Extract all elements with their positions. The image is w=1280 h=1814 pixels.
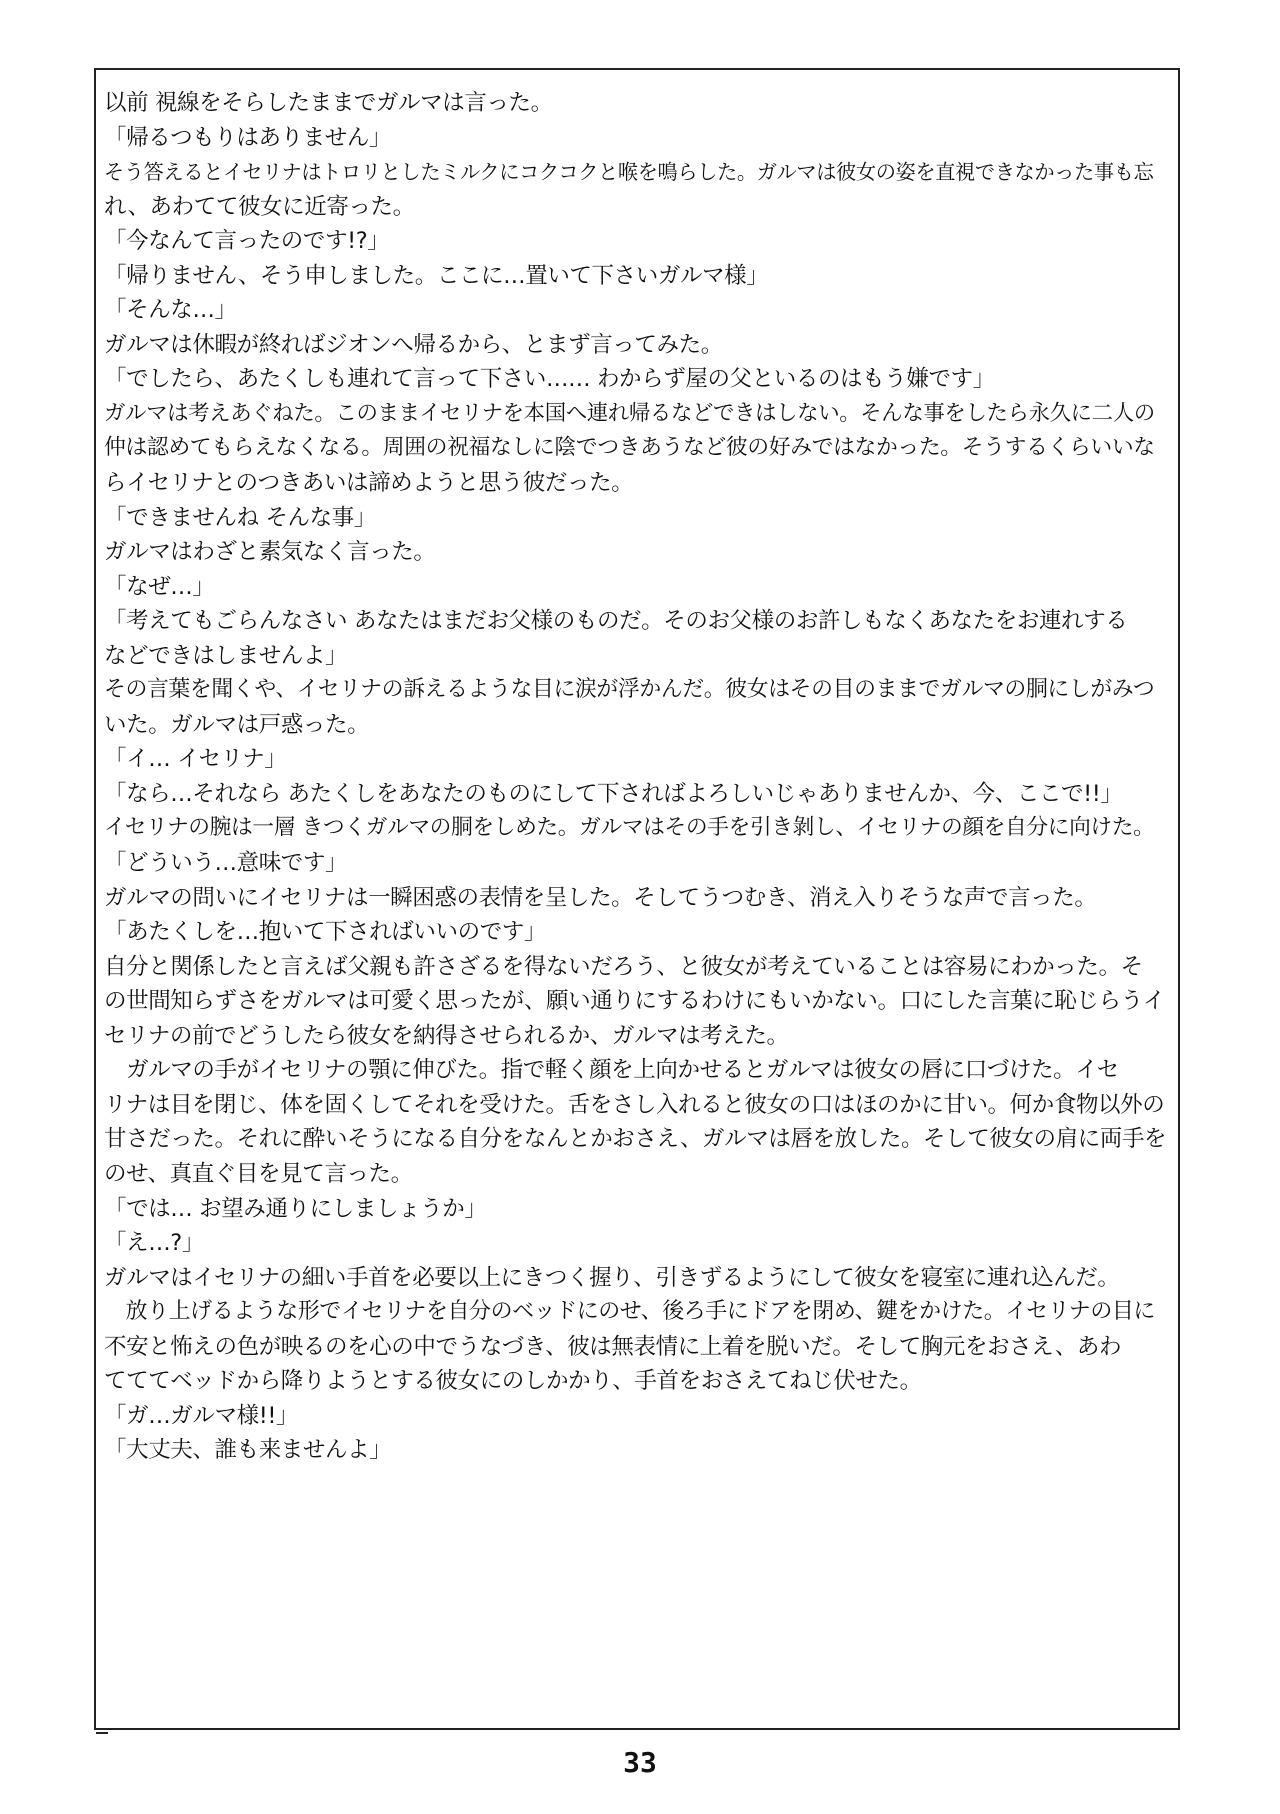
text-line: そう答えるとイセリナはトロリとしたミルクにコクコクと喉を鳴らした。ガルマは彼女の姿を直視できなかった事も忘	[104, 160, 1154, 185]
text-line: ガルマの問いにイセリナは一瞬困惑の表情を呈した。そしてうつむき、消え入りそうな声で言った。	[104, 884, 1097, 911]
text-line: 「イ… イセリナ」	[104, 746, 287, 773]
text-frame	[94, 68, 1180, 1730]
text-line: 「あたくしを…抱いて下さればいいのです」	[104, 919, 547, 946]
text-line: リナは目を閉じ、体を固くしてそれを受けた。舌をさし入れると彼女の口はほのかに甘い。何か食物以外の	[104, 1091, 1165, 1118]
text-line: ガルマはイセリナの細い手首を必要以上にきつく握り、引きずるようにして彼女を寝室に連れ込んだ。	[104, 1264, 1120, 1291]
text-line: のせ、真直ぐ目を見て言った。	[104, 1160, 413, 1187]
text-line: ガルマはわざと素気なく言った。	[104, 539, 436, 566]
page-number: 33	[623, 1746, 657, 1779]
text-line: その言葉を聞くや、イセリナの訴えるような目に涙が浮かんだ。彼女はその目のままでガルマの胴にしがみつ	[104, 677, 1155, 703]
frame-corner-mark	[96, 1732, 108, 1734]
text-line: 「どういう…意味です」	[104, 850, 348, 877]
text-line: れ、あわてて彼女に近寄った。	[104, 193, 415, 220]
text-line: らイセリナとのつきあいは諦めようと思う彼だった。	[104, 470, 634, 497]
text-line: の世間知らずさをガルマは可愛く思ったが、願い通りにするわけにもいかない。口にした言葉に恥じらうイ	[104, 988, 1165, 1015]
text-line: 「帰るつもりはありません」	[104, 124, 392, 151]
text-line: セリナの前でどうしたら彼女を納得させられるか、ガルマは考えた。	[104, 1022, 789, 1049]
text-line: 「え…?」	[104, 1230, 204, 1257]
text-line: 「ガ…ガルマ様!!」	[104, 1402, 299, 1429]
text-line: 「大丈夫、誰も来ませんよ」	[104, 1437, 392, 1464]
text-line: 甘さだった。それに酔いそうになる自分をなんとかおさえ、ガルマは唇を放した。そして彼女の肩に両手を	[104, 1126, 1167, 1153]
text-line: などできはしませんよ」	[104, 642, 348, 669]
text-line: ガルマは休暇が終ればジオンへ帰るから、とまず言ってみた。	[104, 331, 723, 358]
text-line: 放り上げるような形でイセリナを自分のベッドにのせ、後ろ手にドアを閉め、鍵をかけた。イセリナの目に	[104, 1299, 1155, 1325]
text-line: いた。ガルマは戸惑った。	[104, 711, 370, 738]
text-line: 「なぜ…」	[104, 573, 215, 600]
text-line: ガルマは考えあぐねた。このままイセリナを本国へ連れ帰るなどできはしない。そんな事をしたら永久に二人の	[104, 400, 1155, 426]
text-line: 「でしたら、あたくしも連れて言って下さい…… わからず屋の父といるのはもう嫌です」	[104, 366, 995, 393]
text-line: 不安と怖えの色が映るのを心の中でうなづき、彼は無表情に上着を脱いだ。そして胸元をおさえ、あわ	[104, 1333, 1122, 1360]
text-line: 「今なんて言ったのです!?」	[104, 228, 390, 255]
text-line: 「帰りません、そう申しました。ここに…置いて下さいガルマ様」	[104, 262, 769, 289]
text-line: 以前 視線をそらしたままでガルマは言った。	[104, 90, 553, 116]
text-line: てててベッドから降りようとする彼女にのしかかり、手首をおさえてねじ伏せた。	[104, 1368, 922, 1395]
text-line: 仲は認めてもらえなくなる。周囲の祝福なしに陰でつきあうなど彼の好みではなかった。そうするくらいいな	[104, 435, 1155, 461]
text-line: 「できませんね そんな事」	[104, 504, 376, 531]
novel-text	[104, 86, 1172, 1468]
text-line: 「なら…それなら あたくしをあなたのものにして下さればよろしいじゃありませんか、今、ここで!!」	[104, 780, 1123, 807]
text-line: 自分と関係したと言えば父親も許さざるを得ないだろう、と彼女が考えていることは容易にわかった。そ	[104, 953, 1143, 980]
text-line: イセリナの腕は一層 きつくガルマの胴をしめた。ガルマはその手を引き剝し、イセリナの顔を自分に向けた。	[104, 815, 1155, 841]
text-line: 「そんな…」	[104, 297, 237, 324]
text-line: 「考えてもごらんなさい あなたはまだお父様のものだ。そのお父様のお許しもなくあなたをお連れする	[104, 608, 1128, 635]
text-line: ガルマの手がイセリナの顎に伸びた。指で軽く顔を上向かせるとガルマは彼女の唇に口づけた。イセ	[104, 1057, 1119, 1084]
text-line: 「では… お望み通りにしましょうか」	[104, 1195, 487, 1222]
